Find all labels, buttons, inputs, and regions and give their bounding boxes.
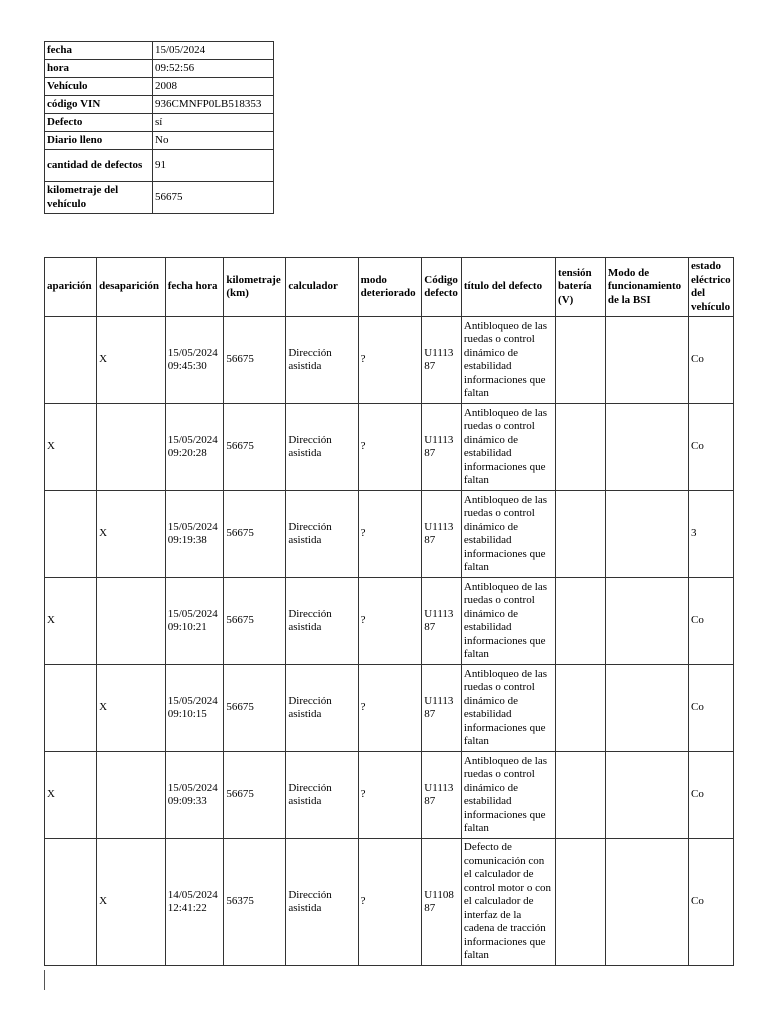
- summary-label: código VIN: [45, 96, 153, 114]
- cell-desaparicion: [97, 752, 166, 839]
- cell-tension: [556, 317, 606, 404]
- cell-desaparicion: [97, 578, 166, 665]
- header-calculador: calculador: [286, 258, 358, 317]
- header-codigo-defecto: Código defecto: [422, 258, 462, 317]
- cell-estado: Co: [689, 578, 734, 665]
- page-break-line: [44, 970, 45, 990]
- header-modo-bsi: Modo de funcionamiento de la BSI: [605, 258, 688, 317]
- cell-calculador: Dirección asistida: [286, 317, 358, 404]
- cell-modo-bsi: [605, 491, 688, 578]
- cell-codigo: U1113 87: [422, 404, 462, 491]
- cell-modo-bsi: [605, 578, 688, 665]
- cell-km: 56675: [224, 491, 286, 578]
- cell-desaparicion: X: [97, 491, 166, 578]
- cell-desaparicion: X: [97, 317, 166, 404]
- summary-row-diario: [45, 132, 274, 150]
- cell-modo-bsi: [605, 317, 688, 404]
- table-row: [45, 839, 734, 966]
- summary-row-kilometraje: [45, 182, 274, 214]
- cell-aparicion: X: [45, 404, 97, 491]
- summary-label: Vehículo: [45, 78, 153, 96]
- summary-label: fecha: [45, 42, 153, 60]
- cell-titulo: Antibloqueo de las ruedas o control dinámico de estabilidad informaciones que faltan: [461, 752, 555, 839]
- cell-titulo: Antibloqueo de las ruedas o control dinámico de estabilidad informaciones que faltan: [461, 665, 555, 752]
- cell-fecha-hora: 15/05/2024 09:10:21: [165, 578, 224, 665]
- cell-fecha-hora: 15/05/2024 09:20:28: [165, 404, 224, 491]
- cell-calculador: Dirección asistida: [286, 752, 358, 839]
- summary-row-hora: [45, 60, 274, 78]
- summary-value: 56675: [153, 182, 274, 214]
- cell-codigo: U1108 87: [422, 839, 462, 966]
- cell-calculador: Dirección asistida: [286, 578, 358, 665]
- cell-estado: Co: [689, 317, 734, 404]
- summary-row-defecto: [45, 114, 274, 132]
- summary-value: No: [153, 132, 274, 150]
- cell-fecha-hora: 15/05/2024 09:19:38: [165, 491, 224, 578]
- header-aparicion: aparición: [45, 258, 97, 317]
- summary-label: cantidad de defectos: [45, 150, 153, 182]
- cell-fecha-hora: 15/05/2024 09:10:15: [165, 665, 224, 752]
- summary-value: 2008: [153, 78, 274, 96]
- cell-fecha-hora: 15/05/2024 09:09:33: [165, 752, 224, 839]
- table-row: [45, 404, 734, 491]
- cell-codigo: U1113 87: [422, 578, 462, 665]
- cell-desaparicion: [97, 404, 166, 491]
- summary-value: sí: [153, 114, 274, 132]
- cell-modo-bsi: [605, 752, 688, 839]
- cell-km: 56675: [224, 578, 286, 665]
- cell-km: 56675: [224, 665, 286, 752]
- summary-value: 936CMNFP0LB518353: [153, 96, 274, 114]
- summary-row-vehiculo: [45, 78, 274, 96]
- cell-titulo: Antibloqueo de las ruedas o control dinámico de estabilidad informaciones que faltan: [461, 578, 555, 665]
- cell-estado: Co: [689, 752, 734, 839]
- summary-value: 09:52:56: [153, 60, 274, 78]
- cell-titulo: Antibloqueo de las ruedas o control dinámico de estabilidad informaciones que faltan: [461, 404, 555, 491]
- cell-calculador: Dirección asistida: [286, 665, 358, 752]
- summary-value: 91: [153, 150, 274, 182]
- cell-desaparicion: X: [97, 665, 166, 752]
- summary-label: kilometraje del vehículo: [45, 182, 153, 214]
- cell-modo: ?: [358, 665, 422, 752]
- header-tension-bateria: tensión batería (V): [556, 258, 606, 317]
- cell-codigo: U1113 87: [422, 752, 462, 839]
- cell-titulo: Antibloqueo de las ruedas o control dinámico de estabilidad informaciones que faltan: [461, 491, 555, 578]
- cell-modo-bsi: [605, 404, 688, 491]
- header-fecha-hora: fecha hora: [165, 258, 224, 317]
- header-modo-deteriorado: modo deteriorado: [358, 258, 422, 317]
- cell-tension: [556, 491, 606, 578]
- cell-modo: ?: [358, 404, 422, 491]
- cell-fecha-hora: 14/05/2024 12:41:22: [165, 839, 224, 966]
- cell-modo: ?: [358, 317, 422, 404]
- cell-calculador: Dirección asistida: [286, 404, 358, 491]
- cell-calculador: Dirección asistida: [286, 839, 358, 966]
- defects-header-row: [45, 258, 734, 317]
- cell-estado: Co: [689, 404, 734, 491]
- cell-aparicion: X: [45, 752, 97, 839]
- summary-row-vin: [45, 96, 274, 114]
- summary-label: Defecto: [45, 114, 153, 132]
- summary-label: Diario lleno: [45, 132, 153, 150]
- cell-estado: 3: [689, 491, 734, 578]
- summary-label: hora: [45, 60, 153, 78]
- cell-modo: ?: [358, 752, 422, 839]
- cell-aparicion: X: [45, 578, 97, 665]
- table-row: [45, 665, 734, 752]
- defects-table: [44, 257, 734, 966]
- cell-estado: Co: [689, 665, 734, 752]
- cell-calculador: Dirección asistida: [286, 491, 358, 578]
- cell-modo: ?: [358, 578, 422, 665]
- cell-tension: [556, 839, 606, 966]
- cell-tension: [556, 404, 606, 491]
- cell-km: 56675: [224, 752, 286, 839]
- summary-value: 15/05/2024: [153, 42, 274, 60]
- summary-row-fecha: [45, 42, 274, 60]
- cell-desaparicion: X: [97, 839, 166, 966]
- cell-aparicion: [45, 839, 97, 966]
- header-kilometraje: kilometraje (km): [224, 258, 286, 317]
- cell-estado: Co: [689, 839, 734, 966]
- table-row: [45, 491, 734, 578]
- cell-tension: [556, 665, 606, 752]
- table-row: [45, 317, 734, 404]
- cell-modo: ?: [358, 491, 422, 578]
- table-row: [45, 578, 734, 665]
- cell-codigo: U1113 87: [422, 491, 462, 578]
- cell-titulo: Antibloqueo de las ruedas o control dinámico de estabilidad informaciones que faltan: [461, 317, 555, 404]
- cell-tension: [556, 752, 606, 839]
- cell-codigo: U1113 87: [422, 665, 462, 752]
- cell-km: 56675: [224, 317, 286, 404]
- table-row: [45, 752, 734, 839]
- cell-aparicion: [45, 317, 97, 404]
- summary-row-cantidad: [45, 150, 274, 182]
- cell-titulo: Defecto de comunicación con el calculador de control motor o con el calculador de interfaz de la cadena de tracción informaciones que faltan: [461, 839, 555, 966]
- cell-modo-bsi: [605, 839, 688, 966]
- cell-modo: ?: [358, 839, 422, 966]
- cell-km: 56675: [224, 404, 286, 491]
- header-titulo-defecto: título del defecto: [461, 258, 555, 317]
- cell-aparicion: [45, 665, 97, 752]
- header-estado-electrico: estado eléctrico del vehículo: [689, 258, 734, 317]
- cell-codigo: U1113 87: [422, 317, 462, 404]
- summary-table: [44, 41, 274, 214]
- cell-tension: [556, 578, 606, 665]
- header-desaparicion: desaparición: [97, 258, 166, 317]
- cell-km: 56375: [224, 839, 286, 966]
- cell-aparicion: [45, 491, 97, 578]
- cell-fecha-hora: 15/05/2024 09:45:30: [165, 317, 224, 404]
- defects-table-viewport: [44, 257, 734, 1017]
- cell-modo-bsi: [605, 665, 688, 752]
